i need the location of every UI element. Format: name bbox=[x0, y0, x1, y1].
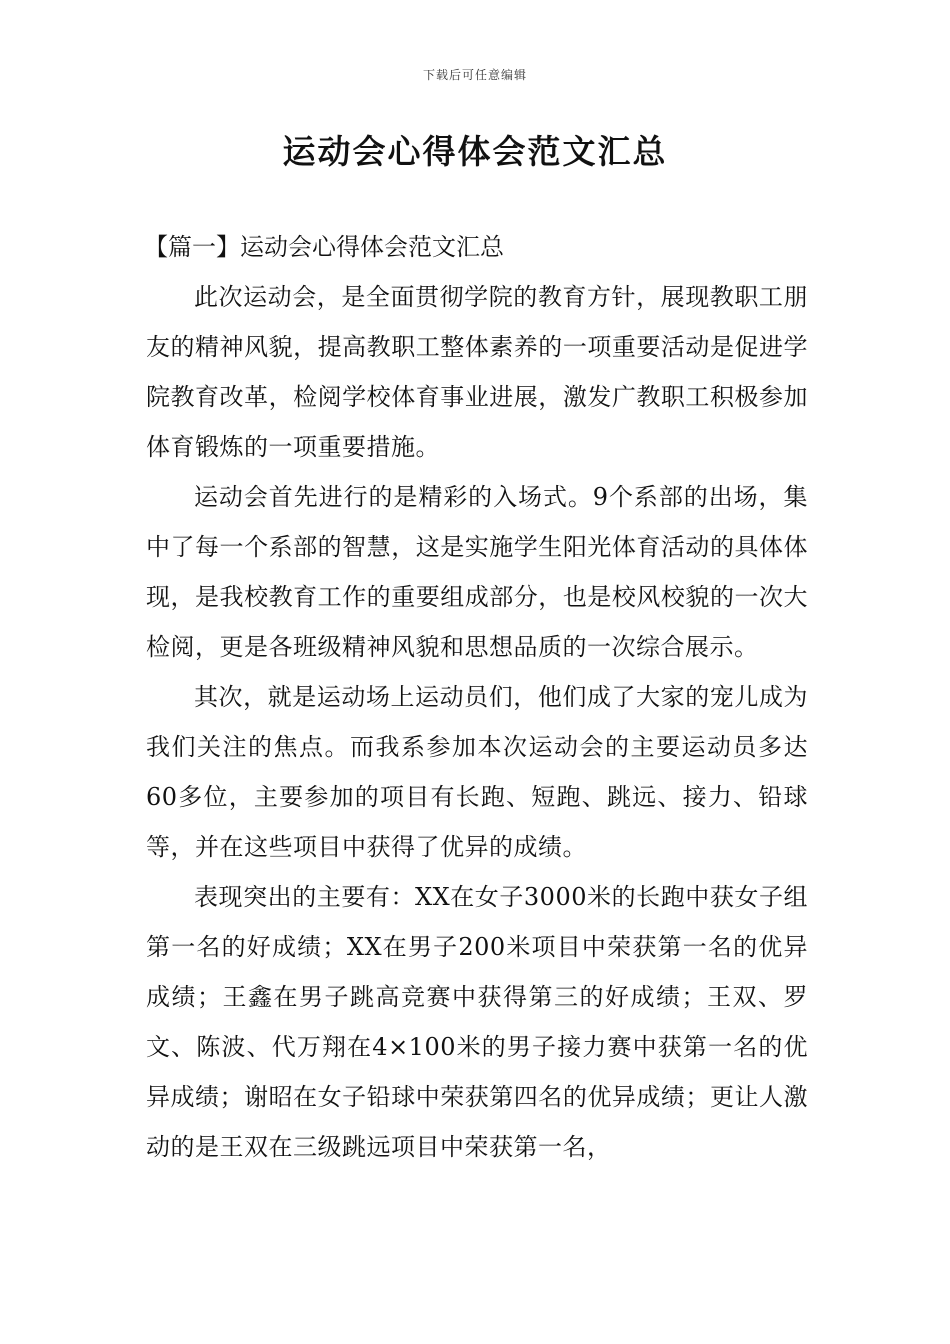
document-body bbox=[146, 222, 808, 1172]
document-title: 运动会心得体会范文汇总 bbox=[282, 132, 668, 171]
paragraph-1: 此次运动会，是全面贯彻学院的教育方针，展现教职工朋友的精神风貌，提高教职工整体素养的一项重要活动是促进学院教育改革，检阅学校体育事业进展，激发广教职工积极参加体育锻炼的一项重要措施。 bbox=[146, 283, 808, 461]
paragraph-2: 运动会首先进行的是精彩的入场式。9个系部的出场，集中了每一个系部的智慧，这是实施学生阳光体育活动的具体体现，是我校教育工作的重要组成部分，也是校风校貌的一次大检阅，更是各班级精神风貌和思想品质的一次综合展示。 bbox=[146, 483, 808, 661]
header-note: 下载后可任意编辑 bbox=[422, 68, 527, 82]
paragraph-4: 表现突出的主要有：XX在女子3000米的长跑中获女子组第一名的好成绩；XX在男子200米项目中荣获第一名的优异成绩；王鑫在男子跳高竞赛中获得第三的好成绩；王双、罗文、陈波、代万翔在4×100米的男子接力赛中获第一名的优异成绩；谢昭在女子铅球中荣获第四名的优异成绩；更让人激动的是王双在三级跳远项目中荣获第一名， bbox=[146, 883, 808, 1161]
paragraph-3: 其次，就是运动场上运动员们，他们成了大家的宠儿成为我们关注的焦点。而我系参加本次运动会的主要运动员多达60多位，主要参加的项目有长跑、短跑、跳远、接力、铅球等，并在这些项目中获得了优异的成绩。 bbox=[146, 683, 808, 861]
section-heading: 【篇一】运动会心得体会范文汇总 bbox=[144, 233, 504, 261]
